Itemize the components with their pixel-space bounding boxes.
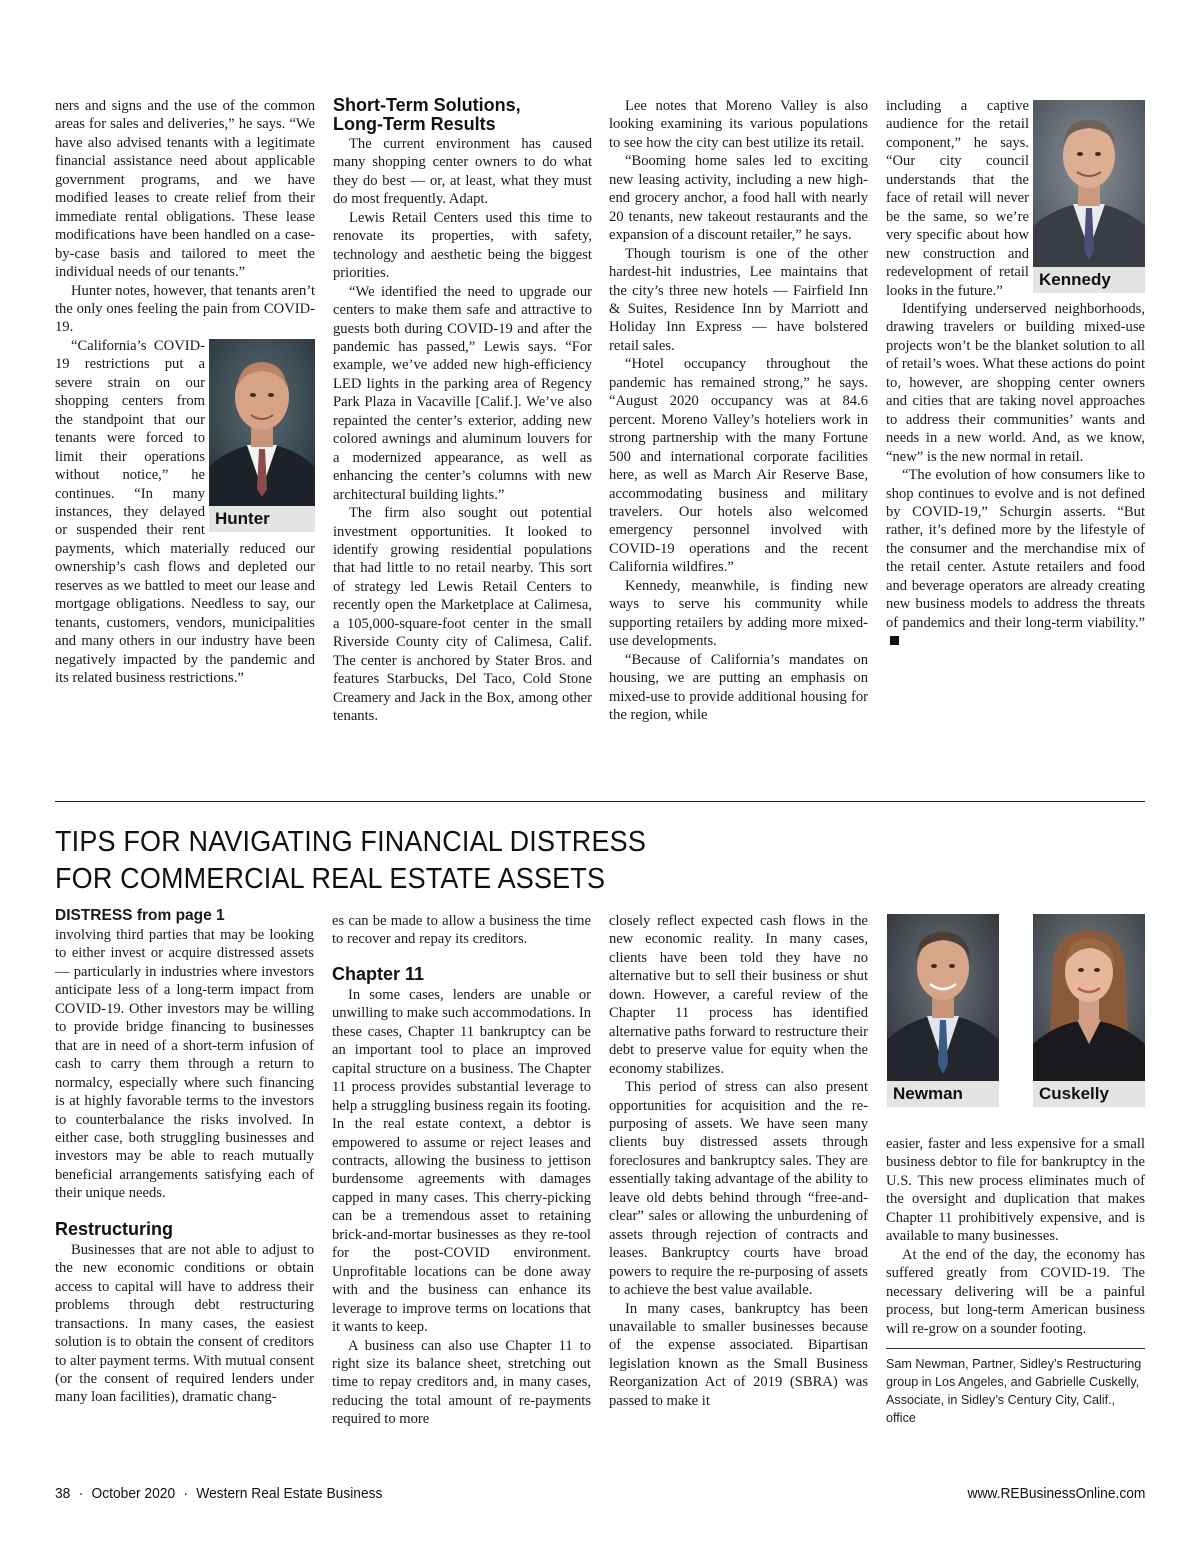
article-column-1 — [55, 906, 314, 1407]
newman-photo — [887, 914, 999, 1107]
paragraph: The firm also sought out potential investment opportunities. It looked to identify growing residential populations that had little to no retail nearby. This sort of strategy led Lewis Retail Centers to recently open the Marketplace at Calimesa, a 105,000-square-foot center in the small Riverside County city of Calimesa, Calif. The center is anchored by Stater Bros. and features Starbucks, Del Taco, Cold Stone Creamery and Jack in the Box, among other tenants. — [333, 505, 592, 725]
article-column-2 — [332, 912, 591, 1429]
subhead-line: Short-Term Solutions, — [333, 95, 521, 115]
top-column-3 — [609, 97, 868, 724]
newman-caption: Newman — [887, 1081, 999, 1107]
top-column-4 — [886, 97, 1145, 651]
paragraph-text: “The evolution of how consumers like to shop continues to evolve and is not defined by COVID-19,” Schurgin asserts. “But rather, it’s defined more by the lifestyle of the consumer and the merchandise mix of the retail center. Astute retailers and food and beverage operators are already creating new business models to address the threats of pandemics and their long-term viability.” — [886, 467, 1145, 631]
hunter-portrait-image — [209, 339, 315, 506]
paragraph: Businesses that are not able to adjust to the new economic conditions or obtain access to capital will have to address their problems through debt restructuring transactions. In many cases, the easiest solution is to obtain the consent of creditors to alter payment terms. With mutual consent (or the consent of required lenders under many loan facilities), dramatic chang- — [55, 1241, 314, 1406]
subhead-short-term — [333, 96, 592, 134]
paragraph: es can be made to allow a business the time to recover and repay its creditors. — [332, 913, 591, 948]
paragraph: “California’s COVID-19 restrictions put a severe strain on our shopping centers from the standpoint that our tenants were forced to limit their operations without notice,” he continues. “In many instances, they delayed or suspended their rent payments, which materially reduced our ownership’s cash flows and depleted our reserves as we battled to meet our lease and mortgage obligations. Needless to say, our tenants, customers, vendors, municipalities and many others in our industry have been negatively impacted by the pandemic and its related business restrictions.” — [55, 337, 315, 687]
section-divider — [55, 801, 1145, 802]
article-column-3 — [609, 912, 868, 1410]
paragraph: Lewis Retail Centers used this time to renovate its properties, with safety, technology and aesthetic being the biggest priorities. — [333, 209, 592, 282]
paragraph: ners and signs and the use of the common areas for sales and deliveries,” he says. “We have also advised tenants with a legitimate financial assistance need about applicable government programs, and we have modified leases to create relief from their immediate rental obligations. These lease modifications have been handled on a case-by-case basis and tailored to meet the individual needs of our tenants.” — [55, 98, 315, 281]
paragraph — [886, 466, 1145, 651]
article-column-4 — [886, 1135, 1145, 1427]
paragraph: “Booming home sales led to exciting new leasing activity, including a new high-end grocery anchor, a food hall with nearly 20 tenants, new takeout restaurants and the expansion of a discount retailer,” he says. — [609, 153, 868, 244]
paragraph: Though tourism is one of the other hardest-hit industries, Lee maintains that the city’s three new hotels — Fairfield Inn & Suites, Residence Inn by Marriott and Holiday Inn Express — have bolstered retail sales. — [609, 245, 868, 354]
headline-line: TIPS FOR NAVIGATING FINANCIAL DISTRESS — [55, 826, 647, 858]
kennedy-photo — [1033, 100, 1145, 293]
paragraph: This period of stress can also present opportunities for acquisition and the re-purposing of assets. We have seen many clients buy distressed assets through foreclosures and bankruptcy sales. They are essentially taking advantage of the ability to leave old debts behind through “free-and-clear” sales or allowing the unburdening of assets through rejection of contracts and leases. Bankruptcy courts have broad powers to require the re-purposing of assets to achieve the best value available. — [609, 1079, 868, 1299]
kennedy-portrait-image — [1033, 100, 1145, 267]
top-column-2 — [333, 96, 592, 726]
page-footer-left — [55, 1485, 382, 1503]
issue-date: October 2020 — [91, 1485, 176, 1502]
hunter-photo — [209, 339, 315, 532]
subhead-restructuring: Restructuring — [55, 1218, 174, 1239]
subhead-chapter-11: Chapter 11 — [332, 963, 425, 984]
cuskelly-caption: Cuskelly — [1033, 1081, 1145, 1107]
cuskelly-portrait-image — [1033, 914, 1145, 1081]
paragraph: Lee notes that Moreno Valley is also looking examining its various populations to see how the city can best utilize its retail. — [609, 98, 868, 151]
continued-from-label: DISTRESS from page 1 — [55, 907, 225, 924]
hunter-caption: Hunter — [209, 506, 315, 532]
paragraph: The current environment has caused many shopping center owners to do what they do best — or, at least, what they must do most frequently. Adapt. — [333, 136, 592, 208]
headline-line: FOR COMMERCIAL REAL ESTATE ASSETS — [55, 863, 606, 895]
paragraph: At the end of the day, the economy has suffered greatly from COVID-19. The necessary delivering will be a painful process, but long-term American business will re-grow on a sounder footing. — [886, 1246, 1145, 1337]
paragraph: involving third parties that may be looking to either invest or acquire distressed assets — particularly in industries where investors anticipate less of a long-term impact from COVID-19. Other investors may be willing to provide bridge financing to businesses that are in need of a short-term infusion of cash to carry them through a return to normalcy, especially where such financing is at highly favorable terms to the investors to counterbalance the risks involved. In either case, both struggling businesses and investors may be able to reach mutually beneficial arrangements satisfying each of their unique needs. — [55, 927, 314, 1202]
cuskelly-photo — [1033, 914, 1145, 1107]
author-credit: Sam Newman, Partner, Sidley’s Restructuring group in Los Angeles, and Gabrielle Cuskelly, Associate, in Sidley’s Century City, Calif., office — [886, 1356, 1142, 1425]
paragraph: Identifying underserved neighborhoods, drawing travelers or building mixed-use projects won’t be the blanket solution to all of retail’s woes. What these actions do point to, however, are shopping center owners and cities that are taking novel approaches to address their communities’ wants and needs in a new world. And, as we know, “new” is the new normal in retail. — [886, 300, 1145, 465]
subhead-line: Long-Term Results — [333, 114, 496, 134]
paragraph: closely reflect expected cash flows in the new economic reality. In many cases, clients have been told they have no alternative but to sell their business or shut down. However, a careful review of the Chapter 11 process has identified alternative paths forward to restructure their debt to preserve value for equity when the economy stabilizes. — [609, 913, 868, 1077]
page-number: 38 — [55, 1485, 71, 1502]
kennedy-caption: Kennedy — [1033, 267, 1145, 293]
paragraph: Hunter notes, however, that tenants aren’t the only ones feeling the pain from COVID-19. — [55, 282, 315, 336]
publication-name: Western Real Estate Business — [196, 1485, 383, 1502]
paragraph: “We identified the need to upgrade our centers to make them safe and attractive to guests both during COVID-19 and after the pandemic has passed,” Lewis says. “For example, we’ve added new high-efficiency LED lights in the parking area of Regency Park Plaza in Vacaville [Calif.]. We’ve also repainted the center’s exterior, adding new colored awnings and aluminum louvers for a modernized appearance, as well as enhancing the center’s columns with new architectural building lights.” — [333, 283, 592, 503]
paragraph: easier, faster and less expensive for a small business debtor to file for bankruptcy in the U.S. This new process eliminates much of the oversight and duplication that makes Chapter 11 prohibitively expensive, and is available to many businesses. — [886, 1136, 1145, 1245]
credit-divider — [886, 1348, 1145, 1349]
newman-portrait-image — [887, 914, 999, 1081]
paragraph: Kennedy, meanwhile, is finding new ways to serve his community while supporting retailers by adding more mixed-use developments. — [609, 577, 868, 650]
paragraph: A business can also use Chapter 11 to right size its balance sheet, stretching out time to repay creditors and, in many cases, reducing the total amount of re-payments required to more — [332, 1337, 591, 1428]
paragraph: In some cases, lenders are unable or unwilling to make such accommodations. In these cases, Chapter 11 bankruptcy can be an important tool to place an improved capital structure on a business. The Chapter 11 process provides substantial leverage to help a struggling business regain its footing. In the real estate context, a debtor is empowered to assume or reject leases and contracts, allowing the business to jettison burdensome agreements with damages capped in many cases. This cherry-picking can be a tremendous asset to retaining brick-and-mortar businesses as they re-tool for the post-COVID environment. Unprofitable locations can be done away with and the business can enhance its leverage to improve terms on locations that it wants to keep. — [332, 986, 591, 1336]
paragraph: “Hotel occupancy throughout the pandemic has remained strong,” he says. “August 2020 occupancy was at 84.6 percent. Moreno Valley’s hoteliers work in strong partnership with the many Fortune 500 and international corporate facilities here, as well as March Air Reserve Base, accommodating business and military travelers. Our hotels also welcomed emergency personnel involved with COVID-19 operations and the recent California wildfires.” — [609, 356, 868, 576]
separator-dot-icon: · — [78, 1485, 84, 1502]
separator-dot-icon: · — [183, 1485, 189, 1502]
article-headline — [55, 824, 955, 898]
end-mark-icon — [890, 636, 899, 645]
paragraph: In many cases, bankruptcy has been unavailable to smaller businesses because of the expense associated. Bipartisan legislation known as the Small Business Reorganization Act of 2019 (SBRA) was passed to make it — [609, 1300, 868, 1409]
website-link[interactable]: www.REBusinessOnline.com — [967, 1485, 1145, 1502]
top-column-1 — [55, 97, 315, 688]
paragraph: including a captive audience for the retail component,” he says. “Our city council understands that the face of retail will never be the same, so we’re very specific about how new construction and redevelopment of retail looks in the future.” — [886, 98, 1029, 299]
paragraph: “Because of California’s mandates on housing, we are putting an emphasis on mixed-use to provide additional housing for the region, while — [609, 651, 868, 723]
